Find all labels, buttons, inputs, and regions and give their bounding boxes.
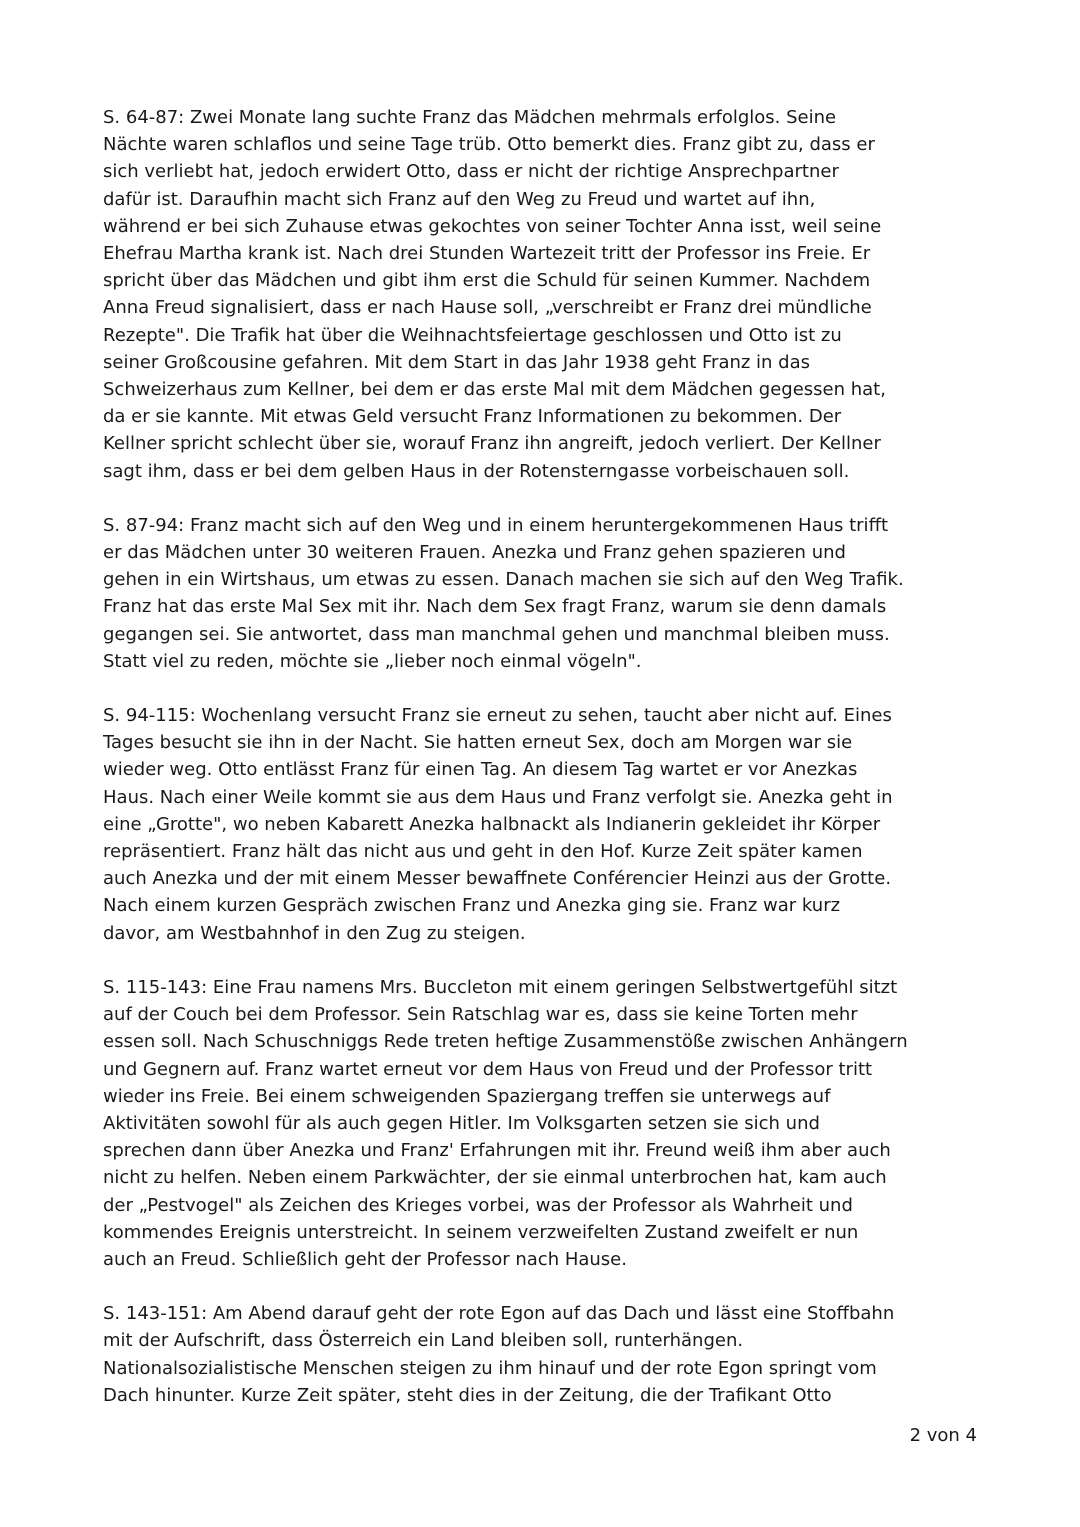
- text-line: da er sie kannte. Mit etwas Geld versucht Franz Informationen zu bekommen. Der: [103, 406, 842, 428]
- text-line: essen soll. Nach Schuschniggs Rede treten heftige Zusammenstöße zwischen Anhängern: [103, 1031, 908, 1053]
- text-line: Ehefrau Martha krank ist. Nach drei Stunden Wartezeit tritt der Professor ins Freie. Er: [103, 243, 871, 265]
- document-body: [103, 104, 978, 1436]
- text-line: Schweizerhaus zum Kellner, bei dem er das erste Mal mit dem Mädchen gegessen hat,: [103, 379, 886, 401]
- text-line: seiner Großcousine gefahren. Mit dem Start in das Jahr 1938 geht Franz in das: [103, 351, 811, 373]
- text-line: sagt ihm, dass er bei dem gelben Haus in der Rotensterngasse vorbeischauen soll.: [103, 460, 850, 482]
- text-line: mit der Aufschrift, dass Österreich ein Land bleiben soll, runterhängen.: [103, 1330, 744, 1352]
- text-line: S. 87-94: Franz macht sich auf den Weg und in einem heruntergekommenen Haus trifft: [103, 514, 889, 536]
- text-line: wieder ins Freie. Bei einem schweigenden Spaziergang treffen sie unterwegs auf: [103, 1085, 831, 1107]
- text-line: eine „Grotte", wo neben Kabarett Anezka halbnackt als Indianerin gekleidet ihr Körper: [103, 813, 881, 835]
- text-line: Aktivitäten sowohl für als auch gegen Hitler. Im Volksgarten setzen sie sich und: [103, 1112, 820, 1134]
- text-line: der „Pestvogel" als Zeichen des Krieges vorbei, was der Professor als Wahrheit und: [103, 1194, 853, 1216]
- text-line: nicht zu helfen. Neben einem Parkwächter, der sie einmal unterbrochen hat, kam auch: [103, 1167, 887, 1189]
- text-line: Haus. Nach einer Weile kommt sie aus dem Haus und Franz verfolgt sie. Anezka geht in: [103, 786, 893, 808]
- text-line: während er bei sich Zuhause etwas gekochtes von seiner Tochter Anna isst, weil seine: [103, 215, 882, 237]
- text-line: Anna Freud signalisiert, dass er nach Hause soll, „verschreibt er Franz drei mündliche: [103, 297, 872, 319]
- text-line: Nationalsozialistische Menschen steigen zu ihm hinauf und der rote Egon springt vom: [103, 1357, 877, 1379]
- text-line: auch Anezka und der mit einem Messer bewaffnete Conférencier Heinzi aus der Grotte.: [103, 868, 892, 890]
- text-line: Tages besucht sie ihn in der Nacht. Sie hatten erneut Sex, doch am Morgen war sie: [103, 732, 853, 754]
- text-line: S. 143-151: Am Abend darauf geht der rote Egon auf das Dach und lässt eine Stoffbahn: [103, 1303, 895, 1325]
- text-line: S. 64-87: Zwei Monate lang suchte Franz das Mädchen mehrmals erfolglos. Seine: [103, 107, 837, 128]
- page-number: 2 von 4: [909, 1425, 977, 1446]
- text-line: Dach hinunter. Kurze Zeit später, steht dies in der Zeitung, die der Trafikant Otto: [103, 1384, 832, 1406]
- text-line: davor, am Westbahnhof in den Zug zu steigen.: [103, 922, 526, 944]
- text-line: gegangen sei. Sie antwortet, dass man manchmal gehen und manchmal bleiben muss.: [103, 623, 890, 645]
- text-line: auf der Couch bei dem Professor. Sein Ratschlag war es, dass sie keine Torten mehr: [103, 1004, 858, 1026]
- text-line: Statt viel zu reden, möchte sie „lieber noch einmal vögeln".: [103, 650, 642, 672]
- text-line: Kellner spricht schlecht über sie, worauf Franz ihn angreift, jedoch verliert. Der Kellner: [103, 433, 881, 455]
- text-line: auch an Freud. Schließlich geht der Professor nach Hause.: [103, 1248, 627, 1270]
- paragraph: [103, 702, 978, 947]
- text-line: S. 94-115: Wochenlang versucht Franz sie erneut zu sehen, taucht aber nicht auf. Eines: [103, 705, 892, 727]
- text-line: kommendes Ereignis unterstreicht. In seinem verzweifelten Zustand zweifelt er nun: [103, 1221, 859, 1243]
- paragraph: [103, 512, 978, 675]
- text-line: spricht über das Mädchen und gibt ihm erst die Schuld für seinen Kummer. Nachdem: [103, 270, 871, 292]
- text-line: und Gegnern auf. Franz wartet erneut vor dem Haus von Freud und der Professor tritt: [103, 1058, 873, 1080]
- text-line: gehen in ein Wirtshaus, um etwas zu essen. Danach machen sie sich auf den Weg Trafik.: [103, 569, 904, 591]
- text-line: S. 115-143: Eine Frau namens Mrs. Buccleton mit einem geringen Selbstwertgefühl sitzt: [103, 976, 898, 998]
- text-line: er das Mädchen unter 30 weiteren Frauen. Anezka und Franz gehen spazieren und: [103, 542, 846, 564]
- text-line: Franz hat das erste Mal Sex mit ihr. Nach dem Sex fragt Franz, warum sie denn damals: [103, 596, 887, 618]
- paragraph: [103, 1300, 978, 1409]
- text-line: repräsentiert. Franz hält das nicht aus und geht in den Hof. Kurze Zeit später kamen: [103, 841, 863, 863]
- text-line: dafür ist. Daraufhin macht sich Franz auf den Weg zu Freud und wartet auf ihn,: [103, 188, 816, 210]
- text-line: wieder weg. Otto entlässt Franz für einen Tag. An diesem Tag wartet er vor Anezkas: [103, 759, 858, 781]
- text-line: sprechen dann über Anezka und Franz' Erfahrungen mit ihr. Freund weiß ihm aber auch: [103, 1140, 891, 1162]
- text-line: sich verliebt hat, jedoch erwidert Otto, dass er nicht der richtige Ansprechpartner: [103, 161, 839, 183]
- text-line: Rezepte". Die Trafik hat über die Weihnachtsfeiertage geschlossen und Otto ist zu: [103, 324, 842, 346]
- text-line: Nach einem kurzen Gespräch zwischen Franz und Anezka ging sie. Franz war kurz: [103, 895, 841, 917]
- paragraph: [103, 974, 978, 1273]
- text-line: Nächte waren schlaflos und seine Tage trüb. Otto bemerkt dies. Franz gibt zu, dass er: [103, 134, 875, 156]
- paragraph: [103, 104, 978, 485]
